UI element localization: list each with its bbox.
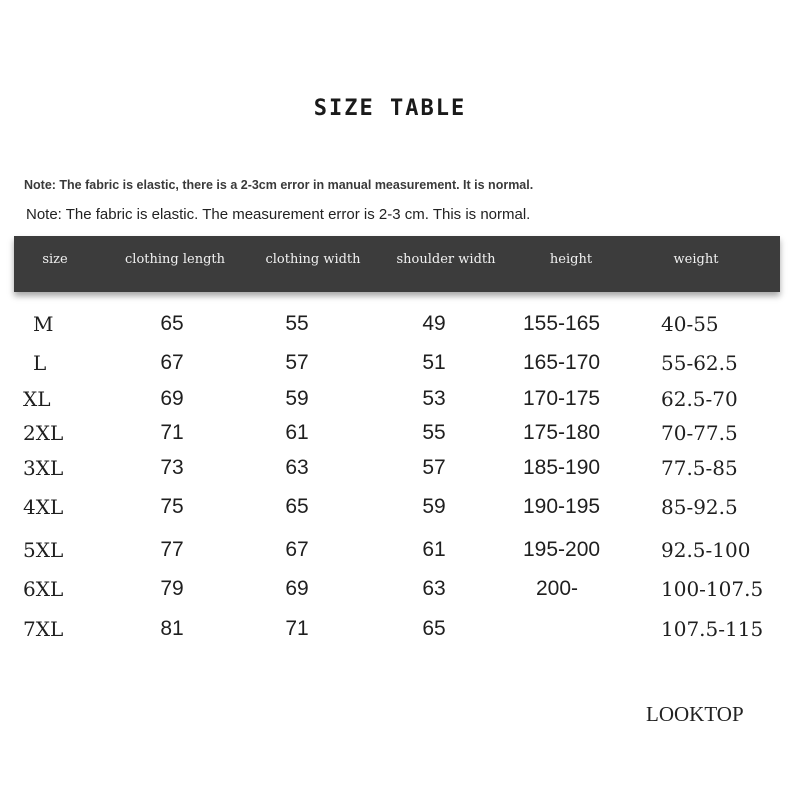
cell-width: 67 bbox=[285, 538, 309, 561]
cell-shoulder: 63 bbox=[422, 577, 446, 600]
cell-size: 5XL bbox=[23, 538, 64, 562]
table-row bbox=[0, 387, 800, 417]
cell-size: 4XL bbox=[23, 495, 64, 519]
page-title: SIZE TABLE bbox=[313, 96, 467, 121]
cell-height: 155-165 bbox=[523, 312, 601, 335]
table-row bbox=[0, 617, 800, 647]
header-clothing-width: clothing width bbox=[265, 252, 361, 267]
cell-shoulder: 51 bbox=[422, 351, 446, 374]
cell-shoulder: 59 bbox=[422, 495, 446, 518]
cell-width: 59 bbox=[285, 387, 309, 410]
cell-size: 7XL bbox=[23, 617, 64, 641]
cell-width: 57 bbox=[285, 351, 309, 374]
cell-length: 67 bbox=[160, 351, 184, 374]
cell-weight: 55-62.5 bbox=[661, 351, 738, 375]
table-row bbox=[0, 312, 800, 342]
cell-length: 73 bbox=[160, 456, 184, 479]
cell-weight: 100-107.5 bbox=[661, 577, 764, 601]
cell-length: 65 bbox=[160, 312, 184, 335]
note-bold: Note: The fabric is elastic, there is a 2-3cm error in manual measurement. It is normal. bbox=[24, 178, 534, 192]
cell-length: 81 bbox=[160, 617, 184, 640]
table-row bbox=[0, 351, 800, 381]
cell-weight: 70-77.5 bbox=[661, 421, 738, 445]
table-header bbox=[14, 236, 780, 292]
cell-size: M bbox=[33, 312, 54, 336]
cell-size: 2XL bbox=[23, 421, 64, 445]
cell-shoulder: 49 bbox=[422, 312, 446, 335]
cell-weight: 85-92.5 bbox=[661, 495, 738, 519]
cell-height: 195-200 bbox=[523, 538, 601, 561]
cell-size: 3XL bbox=[23, 456, 64, 480]
cell-length: 75 bbox=[160, 495, 184, 518]
cell-height: 185-190 bbox=[523, 456, 601, 479]
cell-shoulder: 53 bbox=[422, 387, 446, 410]
table-row bbox=[0, 421, 800, 451]
brand-name: LOOKTOP bbox=[646, 702, 744, 726]
table-row bbox=[0, 456, 800, 486]
cell-width: 61 bbox=[285, 421, 309, 444]
header-shoulder-width: shoulder width bbox=[396, 252, 496, 267]
header-weight: weight bbox=[673, 252, 719, 267]
cell-width: 71 bbox=[285, 617, 309, 640]
cell-length: 71 bbox=[160, 421, 184, 444]
cell-shoulder: 65 bbox=[422, 617, 446, 640]
cell-size: 6XL bbox=[23, 577, 64, 601]
cell-length: 79 bbox=[160, 577, 184, 600]
cell-height: 170-175 bbox=[523, 387, 601, 410]
cell-height: 190-195 bbox=[523, 495, 601, 518]
cell-size: XL bbox=[23, 387, 51, 411]
header-height: height bbox=[549, 252, 593, 267]
cell-height: 175-180 bbox=[523, 421, 601, 444]
cell-shoulder: 57 bbox=[422, 456, 446, 479]
cell-shoulder: 61 bbox=[422, 538, 446, 561]
cell-length: 77 bbox=[160, 538, 184, 561]
cell-height: 200- bbox=[536, 577, 579, 600]
cell-width: 55 bbox=[285, 312, 309, 335]
table-row bbox=[0, 577, 800, 607]
header-clothing-length: clothing length bbox=[125, 252, 225, 267]
cell-width: 63 bbox=[285, 456, 309, 479]
note-regular: Note: The fabric is elastic. The measurement error is 2-3 cm. This is normal. bbox=[26, 206, 531, 223]
cell-height: 165-170 bbox=[523, 351, 601, 374]
cell-width: 65 bbox=[285, 495, 309, 518]
cell-shoulder: 55 bbox=[422, 421, 446, 444]
table-row bbox=[0, 495, 800, 525]
cell-width: 69 bbox=[285, 577, 309, 600]
table-row bbox=[0, 538, 800, 568]
cell-size: L bbox=[33, 351, 47, 375]
cell-weight: 107.5-115 bbox=[661, 617, 764, 641]
cell-length: 69 bbox=[160, 387, 184, 410]
cell-weight: 77.5-85 bbox=[661, 456, 738, 480]
header-size: size bbox=[42, 252, 68, 267]
cell-weight: 40-55 bbox=[661, 312, 719, 336]
cell-weight: 92.5-100 bbox=[661, 538, 751, 562]
cell-weight: 62.5-70 bbox=[661, 387, 738, 411]
